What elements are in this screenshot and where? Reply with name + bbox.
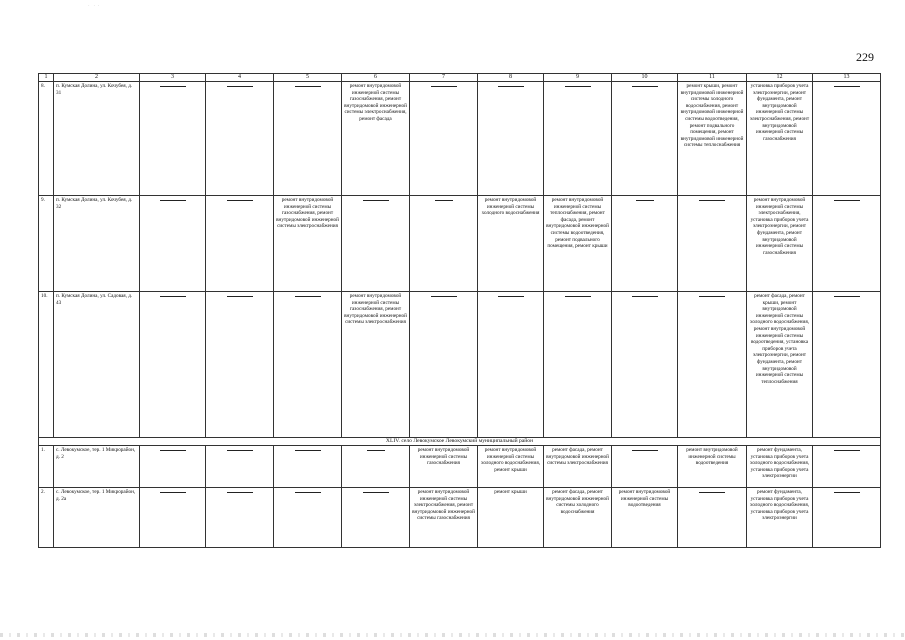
works-cell: ремонт внутридомовой инженерной системы холодного водоснабжения, ремонт крыши (478, 446, 544, 488)
empty-cell (478, 82, 544, 196)
works-cell: ремонт внутридомовой инженерной системы холодного водоснабжения (478, 196, 544, 292)
dash-mark (295, 296, 321, 297)
dash-mark (160, 200, 186, 201)
section-header-row (39, 438, 881, 446)
dash-mark (295, 86, 321, 87)
empty-cell (206, 488, 274, 548)
dash-mark (636, 200, 654, 201)
dash-mark (699, 492, 725, 493)
works-cell: ремонт внутридомовой инженерной системы теплоснабжения, ремонт фасада, ремонт внутридомовой инженерной системы водоотведения, ремонт подвального помещения, ремонт крыши (544, 196, 612, 292)
empty-cell (813, 292, 881, 438)
dash-mark (160, 296, 186, 297)
works-cell: ремонт внутридомовой инженерной системы водоотведения (612, 488, 678, 548)
works-cell: ремонт внутридомовой инженерной системы водоотведения (678, 446, 747, 488)
dash-mark (632, 450, 658, 451)
address-cell: с. Левокумское, тер. 1 Микрорайон, д. 2а (54, 488, 140, 548)
address-cell: с. Левокумское, тер. 1 Микрорайон, д. 2 (54, 446, 140, 488)
empty-cell (342, 488, 410, 548)
empty-cell (612, 446, 678, 488)
works-cell: ремонт фасада, ремонт внутридомовой инженерной системы электроснабжения (544, 446, 612, 488)
empty-cell (274, 292, 342, 438)
column-header: 7 (410, 74, 478, 82)
dash-mark (363, 200, 389, 201)
row-number: 9. (39, 196, 54, 292)
dash-mark (834, 450, 860, 451)
dash-mark (227, 200, 253, 201)
empty-cell (410, 82, 478, 196)
works-cell: ремонт внутридомовой инженерной системы электроснабжения, ремонт внутридомовой инженерной системы газоснабжения (410, 488, 478, 548)
empty-cell (813, 82, 881, 196)
empty-cell (206, 196, 274, 292)
empty-cell (206, 82, 274, 196)
works-cell: ремонт внутридомовой инженерной системы газоснабжения (410, 446, 478, 488)
works-cell: ремонт внутридомовой инженерной системы газоснабжения, ремонт внутридомовой инженерной системы электроснабжения, ремонт фасада (342, 82, 410, 196)
row-number: 1. (39, 446, 54, 488)
empty-cell (410, 196, 478, 292)
dash-mark (699, 296, 725, 297)
dash-mark (834, 86, 860, 87)
dash-mark (227, 492, 253, 493)
works-cell: ремонт фундамента, установка приборов учета холодного водоснабжения, установка приборов учета электроэнергии (747, 488, 813, 548)
section-title: XLIV. село Левокумское Левокумский муниципальный район (39, 438, 881, 446)
empty-cell (342, 196, 410, 292)
empty-cell (410, 292, 478, 438)
dash-mark (435, 200, 453, 201)
scan-specks: · · · (88, 4, 100, 9)
table-row (39, 196, 881, 292)
row-number: 8. (39, 82, 54, 196)
empty-cell (140, 292, 206, 438)
works-cell: ремонт фасада, ремонт крыши, ремонт внутридомовой инженерной системы холодного водоснабжения, ремонт внутридомовой инженерной системы водоотведения, установка приборов учета электроэнергии, ремонт фундамента, ремонт внутридомовой инженерной системы теплоснабжения (747, 292, 813, 438)
scan-noise-strip (0, 633, 905, 637)
column-header: 10 (612, 74, 678, 82)
row-number: 2. (39, 488, 54, 548)
empty-cell (544, 82, 612, 196)
dash-mark (367, 450, 385, 451)
address-cell: п. Кумская Долина, ул. Садовая, д. 43 (54, 292, 140, 438)
empty-cell (678, 196, 747, 292)
empty-cell (612, 196, 678, 292)
empty-cell (206, 446, 274, 488)
empty-cell (342, 446, 410, 488)
repair-schedule-table (38, 73, 881, 548)
dash-mark (431, 86, 457, 87)
works-cell: установка приборов учета электроэнергии, ремонт фундамента, ремонт внутридомовой инженерной системы электроснабжения, ремонт внутридомовой инженерной системы газоснабжения (747, 82, 813, 196)
empty-cell (140, 488, 206, 548)
empty-cell (612, 82, 678, 196)
dash-mark (834, 296, 860, 297)
empty-cell (813, 446, 881, 488)
column-header: 12 (747, 74, 813, 82)
empty-cell (678, 488, 747, 548)
works-cell: ремонт внутридомовой инженерной системы газоснабжения, ремонт внутридомовой инженерной системы электроснабжения (274, 196, 342, 292)
empty-cell (678, 292, 747, 438)
empty-cell (274, 488, 342, 548)
empty-cell (813, 196, 881, 292)
page-number: 229 (856, 50, 874, 64)
dash-mark (565, 86, 591, 87)
dash-mark (431, 296, 457, 297)
empty-cell (140, 446, 206, 488)
table-row (39, 488, 881, 548)
dash-mark (227, 86, 253, 87)
column-header: 3 (140, 74, 206, 82)
empty-cell (206, 292, 274, 438)
works-cell: ремонт внутридомовой инженерной системы газоснабжения, ремонт внутридомовой инженерной системы электроснабжения (342, 292, 410, 438)
empty-cell (274, 82, 342, 196)
dash-mark (565, 296, 591, 297)
empty-cell (478, 292, 544, 438)
column-number-row (39, 74, 881, 82)
dash-mark (498, 296, 524, 297)
table-row (39, 292, 881, 438)
works-cell: ремонт фасада, ремонт внутридомовой инженерной системы холодного водоснабжения (544, 488, 612, 548)
address-cell: п. Кумская Долина, ул. Кочубея, д. 31 (54, 82, 140, 196)
column-header: 9 (544, 74, 612, 82)
dash-mark (699, 200, 725, 201)
column-header: 2 (54, 74, 140, 82)
dash-mark (160, 450, 186, 451)
empty-cell (140, 82, 206, 196)
empty-cell (140, 196, 206, 292)
empty-cell (544, 292, 612, 438)
empty-cell (612, 292, 678, 438)
row-number: 10. (39, 292, 54, 438)
dash-mark (295, 492, 321, 493)
empty-cell (813, 488, 881, 548)
dash-mark (227, 450, 253, 451)
address-cell: п. Кумская Долина, ул. Кочубея, д. 32 (54, 196, 140, 292)
dash-mark (632, 86, 658, 87)
dash-mark (498, 86, 524, 87)
column-header: 11 (678, 74, 747, 82)
table-row (39, 82, 881, 196)
dash-mark (632, 296, 658, 297)
dash-mark (834, 200, 860, 201)
works-cell: ремонт фундамента, установка приборов учета холодного водоснабжения, установка приборов учета электроэнергии (747, 446, 813, 488)
column-header: 5 (274, 74, 342, 82)
column-header: 4 (206, 74, 274, 82)
dash-mark (834, 492, 860, 493)
dash-mark (295, 450, 321, 451)
column-header: 8 (478, 74, 544, 82)
works-cell: ремонт крыши (478, 488, 544, 548)
works-cell: ремонт внутридомовой инженерной системы электроснабжения, установка приборов учета электроэнергии, ремонт фундамента, ремонт внутридомовой инженерной системы газоснабжения (747, 196, 813, 292)
column-header: 6 (342, 74, 410, 82)
dash-mark (160, 492, 186, 493)
works-cell: ремонт крыши, ремонт внутридомовой инженерной системы холодного водоснабжения, ремонт внутридомовой инженерной системы водоотведения, ремонт подвального помещения, ремонт внутридомовой инженерной системы теплоснабжения (678, 82, 747, 196)
dash-mark (227, 296, 253, 297)
empty-cell (274, 446, 342, 488)
column-header: 13 (813, 74, 881, 82)
table-row (39, 446, 881, 488)
dash-mark (363, 492, 389, 493)
column-header: 1 (39, 74, 54, 82)
dash-mark (160, 86, 186, 87)
